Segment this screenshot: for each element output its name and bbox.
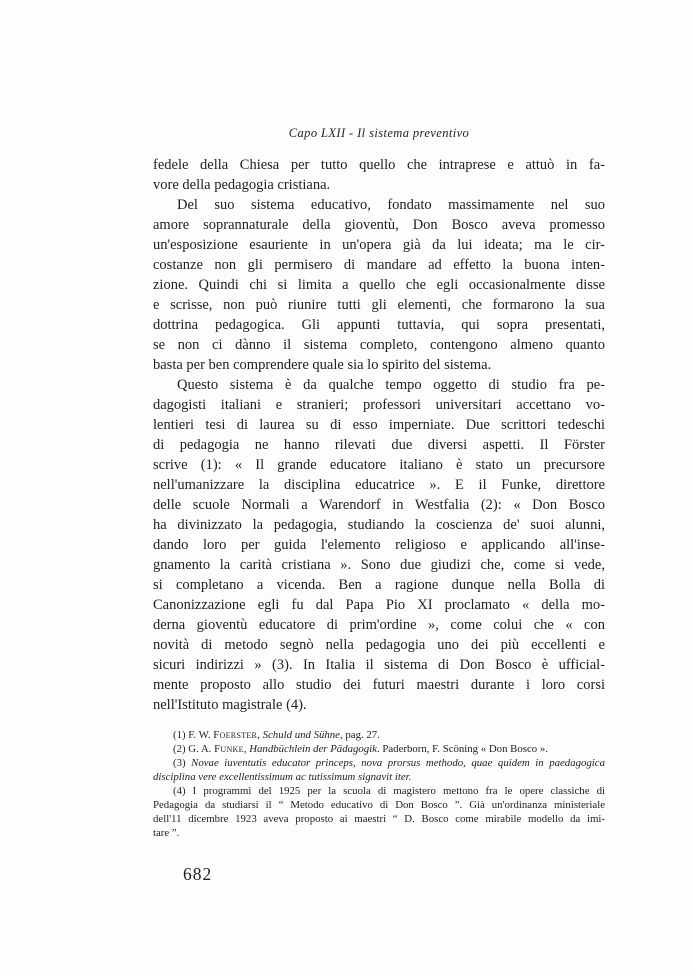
footnote-line xyxy=(153,742,605,756)
body-line: Del suo sistema educativo, fondato massimamente nel suo xyxy=(177,197,605,213)
body-text xyxy=(153,155,605,715)
footnote-text-segment: , xyxy=(243,743,250,755)
body-line: ha divinizzato la pedagogia, studiando la coscienza de' suoi alunni, xyxy=(153,517,605,533)
footnote-line xyxy=(153,784,605,798)
body-line: se non ci dànno il sistema completo, contengono almeno quanto xyxy=(153,337,605,353)
body-line: fedele della Chiesa per tutto quello che intraprese e attuò in fa- xyxy=(153,157,605,173)
page-number: 682 xyxy=(183,864,213,884)
footnote-line xyxy=(153,826,605,840)
body-line: Questo sistema è da qualche tempo oggetto di studio fra pe- xyxy=(177,377,605,393)
body-line: amore soprannaturale della gioventù, Don Bosco aveva promesso xyxy=(153,217,605,233)
body-line: nell'umanizzare la disciplina educatrice ». E il Funke, direttore xyxy=(153,477,605,493)
body-line: un'esposizione esauriente in un'opera già da lui ideata; ma le cir- xyxy=(153,237,605,253)
footnote-line xyxy=(153,756,605,770)
footnote-author-segment: Foerster xyxy=(213,729,258,741)
footnote-author-segment: Funke xyxy=(214,743,244,755)
footnote-line xyxy=(153,728,605,742)
body-line: lentieri tesi di laurea su di esso imperniate. Due scrittori tedeschi xyxy=(153,417,605,433)
footnote-text-segment: , pag. 27. xyxy=(339,729,380,741)
body-line: sicuri indirizzi » (3). In Italia il sistema di Don Bosco è ufficial- xyxy=(153,657,605,673)
footnote-text-segment: tare ”. xyxy=(153,827,180,839)
body-line: dagogisti italiani e stranieri; professori universitari accettano vo- xyxy=(153,397,605,413)
body-line: novità di metodo segnò nella pedagogia uno dei più eccellenti e xyxy=(153,637,605,653)
body-line: mente proposto allo studio dei futuri maestri durante i loro corsi xyxy=(153,677,605,693)
footnote-title-segment: Schuld und Sühne xyxy=(262,729,340,741)
footnote-text-segment: (3) xyxy=(173,757,192,769)
body-line: e scrisse, non può riunire tutti gli elementi, che formarono la sua xyxy=(153,297,605,313)
footnote-text-segment: (4) I programmi del 1925 per la scuola di magistero mettono fra le opere classiche di xyxy=(173,785,605,797)
footnote-title-segment: disciplina vere excellentissimum ac tutissimum signavit iter. xyxy=(153,771,412,783)
body-line: di pedagogia ne hanno rilevati due diversi aspetti. Il Förster xyxy=(153,437,605,453)
footnote-title-segment: Handbüchlein der Pädagogik xyxy=(249,743,377,755)
body-line: vore della pedagogia cristiana. xyxy=(153,177,331,193)
footnote-text-segment: , xyxy=(257,729,263,741)
body-line: zione. Quindi chi si limita a quello che egli occasionalmente disse xyxy=(153,277,605,293)
footnote-text-segment: (2) G. A. xyxy=(173,743,215,755)
footnote-text-segment: . Paderborn, F. Scöning « Don Bosco ». xyxy=(376,743,548,755)
body-line: derna gioventù educatore di prim'ordine », come colui che « con xyxy=(153,617,605,633)
footnote-text-segment: dell'11 dicembre 1923 aveva proposto ai maestri “ D. Bosco come mirabile modello da imi- xyxy=(153,813,605,825)
footnote-line xyxy=(153,812,605,826)
footnote-text-segment: Pedagogia da studiarsi il “ Metodo educativo di Don Bosco ”. Già un'ordinanza ministeriale xyxy=(153,799,605,811)
footnote-text-segment: (1) F. W. xyxy=(173,729,214,741)
body-line: delle scuole Normali a Warendorf in Westfalia (2): « Don Bosco xyxy=(153,497,605,513)
body-line: basta per ben comprendere quale sia lo spirito del sistema. xyxy=(153,357,492,373)
footnote-line xyxy=(153,770,605,784)
body-line: scrive (1): « Il grande educatore italiano è stato un precursore xyxy=(153,457,605,473)
body-line: nell'Istituto magistrale (4). xyxy=(153,697,307,713)
body-line: costanze non gli permisero di mandare ad effetto la buona inten- xyxy=(153,257,605,273)
running-head: Capo LXII - Il sistema preventivo xyxy=(288,126,470,140)
text-column xyxy=(153,155,605,840)
footnotes xyxy=(153,728,605,840)
body-line: dottrina pedagogica. Gli appunti tuttavia, qui sopra presentati, xyxy=(153,317,605,333)
footnote-line xyxy=(153,798,605,812)
body-line: gnamento la carità cristiana ». Sono due giudizi che, come si vede, xyxy=(153,557,605,573)
body-line: dando loro per guida l'elemento religioso e applicando all'inse- xyxy=(153,537,605,553)
body-line: si completano a vicenda. Ben a ragione dunque nella Bolla di xyxy=(153,577,605,593)
footnote-title-segment: Novae iuventutis educator princeps, nova prorsus methodo, quae quidem in paedagogica xyxy=(191,757,605,769)
body-line: Canonizzazione egli fu dal Papa Pio XI proclamato « della mo- xyxy=(153,597,605,613)
